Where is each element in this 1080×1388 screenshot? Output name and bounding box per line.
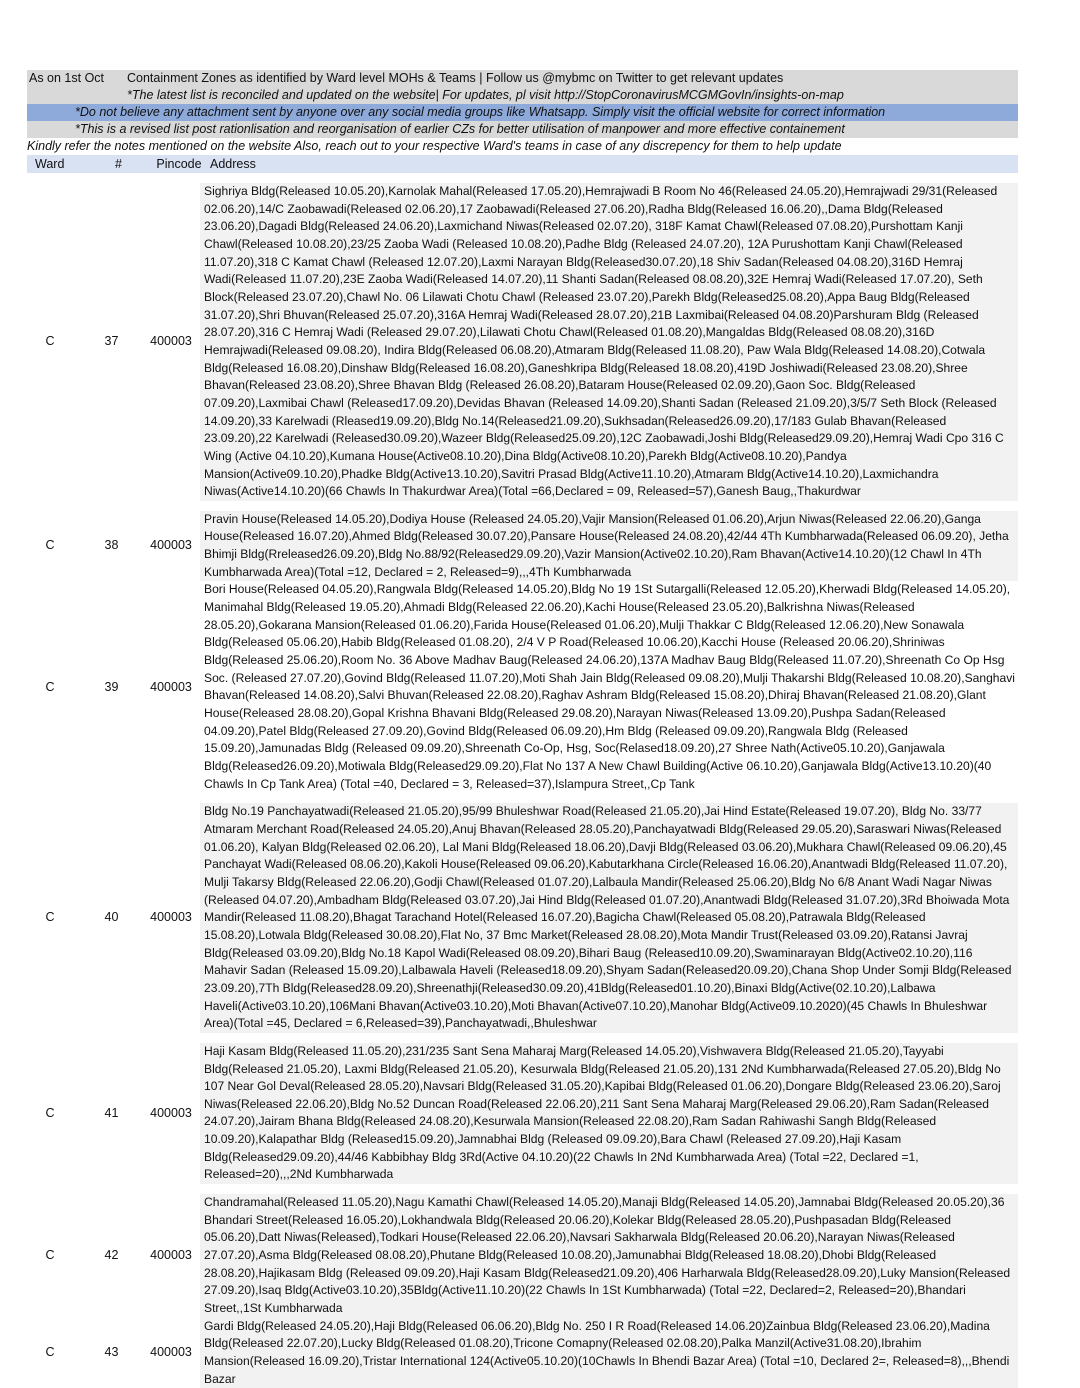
num-cell: 40	[104, 910, 119, 925]
ward-cell: C	[45, 679, 55, 694]
table-row	[27, 1318, 1018, 1388]
as-on-date: As on 1st Oct	[29, 71, 105, 85]
address-cell: Pravin House(Released 14.05.20),Dodiya House (Released 24.05.20),Vajir Mansion(Released 01.06.20),Arjun Niwas(Released 22.06.20),Ganga House(Released 16.07.20),Ahmed Bldg(Released 30.07.20),Pansare House(Released 24.08.20),42/44 4Th Kumbharwada(Released 06.09.20), Jetha Bhimji Bldg(Rreleased26.09.20),Bldg No.88/92(Released29.09.20),Vazir Mansion(Active02.10.20),Ram Bhavan(Active14.10.20)(12 Chawl In 4Th Kumbharwada Area)(Total =12, Declared = 2, Released=9),,,4Th Kumbharwada	[200, 511, 1018, 582]
table-row	[27, 581, 1018, 793]
reconciled-note: *The latest list is reconciled and updated on the website| For updates, pl visit http://StopCoronavirusMCGMGovIn/insights-on-map	[127, 88, 844, 102]
sheet-title: Containment Zones as identified by Ward level MOHs & Teams | Follow us @mybmc on Twitter to get relevant updates	[127, 71, 784, 85]
num-cell: 41	[104, 1105, 119, 1120]
pincode-cell: 400003	[150, 1345, 192, 1360]
header-row-revised	[27, 121, 1018, 138]
table-row	[27, 173, 1018, 501]
table-row	[27, 793, 1018, 1033]
address-cell: Bori House(Released 04.05.20),Rangwala Bldg(Released 14.05.20),Bldg No 19 1St Sutargalli(Released 12.05.20),Kherwadi Bldg(Released 14.05.20), Manimahal Bldg(Released 19.05.20),Ahmadi Bldg(Released 22.06.20),Kachi House(Released 23.05.20),Balkrishna Niwas(Released 28.05.20),Gokarana Mansion(Released 01.06.20),Farida House(Released 01.06.20),Mulji Thakkar C Bldg(Released 12.06.20),New Sonawala Bldg(Released 05.06.20),Habib Bldg(Released 01.08.20), 2/4 V P Road(Released 10.06.20),Kacchi House (Released 20.06.20),Shriniwas Bldg(Released 25.06.20),Room No. 36 Above Madhav Baug(Released 24.06.20),137A Madhav Baug Bldg(Released 11.07.20),Shreenath Co Op Hsg Soc. (Released 27.07.20),Govind Bldg(Released 11.07.20),Moti Shah Jain Bldg(Released 09.08.20),Mulji Thakarshi Bldg(Released 10.08.20),Sanghavi Bhavan(Released 14.08.20),Salvi Bhuvan(Released 22.08.20),Raghav Ashram Bldg(Released 15.08.20),Dhiraj Bhavan(Released 21.08.20),Glant House(Released 28.08.20),Gopal Krishna Bhavani Bldg(Released 29.08.20),Narayan Niwas(Released 13.09.20),Pushpa Sadan(Released 04.09.20),Patel Bldg(Released 27.09.20),Govind Bldg(Released 06.09.20),Hm Bldg (Released 09.09.20),Rangwala Bldg (Released 15.09.20),Jamunadas Bldg (Released 09.09.20),Shreenath Co-Op, Hsg, Soc(Relased18.09.20),27 Shree Nath(Active05.10.20),Ganjawala Bldg(Released26.09.20),Motiwala Bldg(Released29.09.20),Flat No 137 A New Chawl Building(Active 06.10.20),Ganjawala Bldg(Active13.10.20)(40 Chawls In Cp Tank Area) (Total =40, Declared = 3, Released=37),Islampura Street,,Cp Tank	[204, 582, 1015, 791]
col-ward-header: Ward	[35, 157, 65, 171]
pincode-cell: 400003	[150, 538, 192, 553]
col-pincode-header: Pincode	[156, 157, 202, 171]
column-header-row	[27, 155, 1018, 173]
ward-cell: C	[45, 538, 55, 553]
num-cell: 38	[104, 538, 119, 553]
containment-sheet	[27, 70, 1018, 1388]
address-cell: Bldg No.19 Panchayatwadi(Released 21.05.20),95/99 Bhuleshwar Road(Released 21.05.20),Jai Hind Estate(Released 19.07.20), Bldg No. 33/77 Atmaram Merchant Road(Released 24.05.20),Anuj Bhavan(Released 28.05.20),Panchayatwadi Bldg(Released 29.05.20),Saraswari Niwas(Released 01.06.20), Kalyan Bldg(Released 02.06.20), Lal Mani Bldg(Released 18.06.20),Davji Bldg(Released 03.06.20),Mukhara Chawl(Released 09.06.20),45 Panchayat Wadi(Released 08.06.20),Kakoli House(Released 09.06.20),Kabutarkhana Circle(Released 16.06.20),Anantwadi Bldg(Released 11.07.20), Mulji Takarsy Bldg(Released 22.06.20),Godji Chawl(Released 01.07.20),Lalbaula Mandir(Released 25.06.20),Bldg No 6/8 Anant Wadi Nagar Niwas (Released 04.07.20),Ambadham Bldg(Released 03.07.20),Jai Hind Bldg(Released 01.07.20),Anantwadi Bldg(Released 31.07.20),3Rd Bhoiwada Mota Mandir(Released 11.08.20),Bhagat Tarachand Hotel(Released 16.07.20),Bagicha Chawl(Released 05.08.20),Patrawala Bldg(Released 15.08.20),Lotwala Bldg(Released 30.08.20),Flat No, 37 Bmc Market(Released 28.08.20),Mota Mandir Trust(Released 03.09.20),Ratansi Javraj Bldg(Released 03.09.20),Bldg No.18 Kapol Wadi(Released 08.09.20),Bihari Baug (Released10.09.20),Swaminarayan Bldg(Active02.10.20),116 Mahavir Sadan (Released 15.09.20),Lalbawala Haveli (Released18.09.20),Shyam Sadan(Released20.09.20),Chana Shop Under Somji Bldg(Released 23.09.20),7Th Bldg(Released28.09.20),Shreenathji(Released30.09.20),41Bldg(Released01.10.20),Binaxi Bldg(Active(02.10.20),Lalbawa Haveli(Active03.10.20),106Mani Bhavan(Active03.10.20),Moti Bhavan(Active07.10.20),Manohar Bldg(Active09.10.2020)(45 Chawls In Bhuleshwar Area)(Total =45, Declared = 6,Released=39),Panchayatwadi,,Bhuleshwar	[200, 803, 1018, 1033]
ward-cell: C	[45, 1248, 55, 1263]
address-cell: Sighriya Bldg(Released 10.05.20),Karnolak Mahal(Released 17.05.20),Hemrajwadi B Room No 46(Released 24.05.20),Hemrajwadi 29/31(Released 02.06.20),14/C Zaobawadi(Released 02.06.20),17 Zaobawadi(Released 27.06.20),Radha Bldg(Released 16.06.20),,Dama Bldg(Released 23.06.20),Dagadi Bldg(Released 24.06.20),Laxmichand Niwas(Released 02.07.20), 318F Kamat Chawl(Released 07.08.20),Purshottam Kanji Chawl(Released 10.08.20),23/25 Zaoba Wadi (Released 10.08.20),Padhe Bldg (Released 24.07.20), 12A Purushottam Kanji Chawl(Released 11.07.20),318 C Kamat Chawl (Released 12.07.20),Laxmi Narayan Bldg(Released30.07.20),18 Shiv Sadan(Released 04.08.20),316D Hemraj Wadi(Released 11.07.20),23E Zaoba Wadi(Released 14.07.20),11 Shanti Sadan(Released 08.08.20),32E Hemraj Wadi(Released 17.07.20), Seth Block(Released 23.07.20),Chawl No. 06 Lilawati Chotu Chawl (Released 23.07.20),Parekh Bldg(Released25.08.20),Appa Baug Bldg(Released 31.07.20),Shri Bhuvan(Released 25.07.20),316A Hemraj Wadi(Released 28.07.20),21B Laxmibai(Released 04.08.20)Parshuram Bldg (Released 28.07.20),316 C Hemraj Wadi (Released 29.07.20),Lilawati Chotu Chawl(Released 01.08.20),Mangaldas Bldg(Released 08.08.20),316D Hemrajwadi(Released 09.08.20), Indira Bldg(Released 06.08.20),Atmaram Bldg(Released 11.08.20), Paw Wala Bldg(Released 14.08.20),Cotwala Bldg(Released 16.08.20),Dinshaw Bldg(Released 16.08.20),Ganeshkripa Bldg(Released 18.08.20),419D Joshiwadi(Released 23.08.20),Shree Bhavan(Released 23.08.20),Shree Bhavan Bldg (Released 26.08.20),Bataram House(Released 02.09.20),Gaon Soc. Bldg(Released 07.09.20),Laxmibai Chawl (Released17.09.20),Devidas Bhavan (Released 14.09.20),Shanti Sadan (Released 21.09.20),3/5/7 Seth Block (Released 14.09.20),33 Karelwadi (Rleased19.09.20),Bldg No.14(Released21.09.20),Sukhsadan(Released26.09.20),17/183 Gulab Bhavan(Released 23.09.20),22 Karelwadi (Released30.09.20),Wazeer Bldg(Released25.09.20),12C Zaobawadi,Joshi Bldg(Released29.09.20),Hemraj Wadi Cpo 316 C Wing (Active 04.10.20),Kumana House(Active08.10.20),Dina Bldg(Active08.10.20),Parekh Bldg(Active08.10.20),Pandya Mansion(Active09.10.20),Phadke Bldg(Active13.10.20),Savitri Prasad Bldg(Active11.10.20),Atmaram Bldg(Active14.10.20),Laxmichandra Niwas(Active14.10.20)(66 Chawls In Thakurdwar Area)(Total =66,Declared = 09, Released=57),Ganesh Baug,,Thakurdwar	[200, 183, 1018, 501]
header-row-warning	[27, 104, 1018, 121]
pincode-cell: 400003	[150, 679, 192, 694]
header-row-title	[27, 70, 1018, 87]
table-row	[27, 501, 1018, 582]
header-row-reconciled	[27, 87, 1018, 104]
address-cell: Gardi Bldg(Released 24.05.20),Haji Bldg(Released 06.06.20),Bldg No. 250 I R Road(Released 14.06.20)Zainbua Bldg(Released 23.06.20),Madina Bldg(Released 22.07.20),Lucky Bldg(Released 01.08.20),Tricone Comapny(Released 02.08.20),Palka Manzil(Active31.08.20),Ibrahim Mansion(Released 16.09.20),Tristar International 124(Active05.10.20)(10Chawls In Bhendi Bazar Area) (Total =10, Declared 2=, Released=8),,,Bhendi Bazar	[200, 1318, 1018, 1388]
address-cell: Chandramahal(Released 11.05.20),Nagu Kamathi Chawl(Released 14.05.20),Manaji Bldg(Released 14.05.20),Jamnabai Bldg(Released 20.05.20),36 Bhandari Street(Released 16.05.20),Lokhandwala Bldg(Released 20.06.20),Kolekar Bldg(Released 28.05.20),Pushpasadan Bldg(Released 05.06.20),Datt Niwas(Released),Todkari House(Released 22.06.20),Navsari Sakharwala Bldg(Released 20.06.20),Narayan Niwas(Released 27.07.20),Asma Bldg(Released 08.08.20),Phutane Bldg(Released 10.08.20),Jamunabhai Bldg(Released 18.08.20),Dhobi Bldg(Released 28.08.20),Hajikasam Bldg (Released 09.09.20),Haji Kasam Bldg(Released21.09.20),406 Harharwala Bldg(Released28.09.20),Luky Mansion(Released 27.09.20),Isaq Bldg(Active03.10.20),35Bldg(Active11.10.20)(22 Chawls In 1St Kumbharwada) (Total =22, Declared=2, Released=20),Bhandari Street,,1St Kumbharwada	[200, 1194, 1018, 1318]
col-num-header: #	[115, 157, 122, 171]
num-cell: 39	[104, 679, 119, 694]
table-row	[27, 1033, 1018, 1184]
ward-cell: C	[45, 910, 55, 925]
ward-cell: C	[45, 1105, 55, 1120]
pincode-cell: 400003	[150, 910, 192, 925]
num-cell: 42	[104, 1248, 119, 1263]
pincode-cell: 400003	[150, 1248, 192, 1263]
revised-note: *This is a revised list post rationlisation and reorganisation of earlier CZs for better utilisation of manpower and more effective containement	[75, 122, 845, 136]
num-cell: 43	[104, 1345, 119, 1360]
kindly-note: Kindly refer the notes mentioned on the website Also, reach out to your respective Ward's teams in case of any discrepency for them to help update	[27, 139, 842, 153]
warning-note: *Do not believe any attachment sent by anyone over any social media groups like Whatsapp. Simply visit the official website for correct information	[75, 105, 886, 119]
num-cell: 37	[104, 334, 119, 349]
table-row	[27, 1184, 1018, 1318]
col-address-header: Address	[210, 157, 256, 171]
pincode-cell: 400003	[150, 334, 192, 349]
header-row-kindly	[27, 138, 1018, 155]
ward-cell: C	[45, 1345, 55, 1360]
address-cell: Haji Kasam Bldg(Released 11.05.20),231/235 Sant Sena Maharaj Marg(Released 14.05.20),Vishwavera Bldg(Released 21.05.20),Tayyabi Bldg(Released 21.05.20), Laxmi Bldg(Released 21.05.20), Kesurwala Bldg(Released 21.05.20),131 2Nd Kumbharwada(Released 27.05.20),Bldg No 107 Near Gol Deval(Released 28.05.20),Navsari Bldg(Released 31.05.20),Kapibai Bldg(Released 01.06.20),Dongare Bldg(Released 23.06.20),Saroj Niwas(Released 22.06.20),Bldg No.52 Duncan Road(Released 22.06.20),211 Sant Sena Maharaj Marg(Released 29.06.20),Ram Sadan(Released 24.07.20),Jairam Bhana Bldg(Released 24.08.20),Kesurwala Mansion(Released 22.08.20),Ram Sadan Rahiwashi Sangh Bldg(Released 10.09.20),Kalapathar Bldg (Released15.09.20),Jamnabhai Bldg (Released 09.09.20),Bara Chawl (Released 27.09.20),Haji Kasam Bldg(Released29.09.20),44/46 Kabbibhay Bldg 3Rd(Active 04.10.20)(22 Chawls In 2Nd Kumbharwada Area) (Total =22, Declared =1, Released=20),,,2Nd Kumbharwada	[200, 1043, 1018, 1184]
pincode-cell: 400003	[150, 1105, 192, 1120]
ward-cell: C	[45, 334, 55, 349]
